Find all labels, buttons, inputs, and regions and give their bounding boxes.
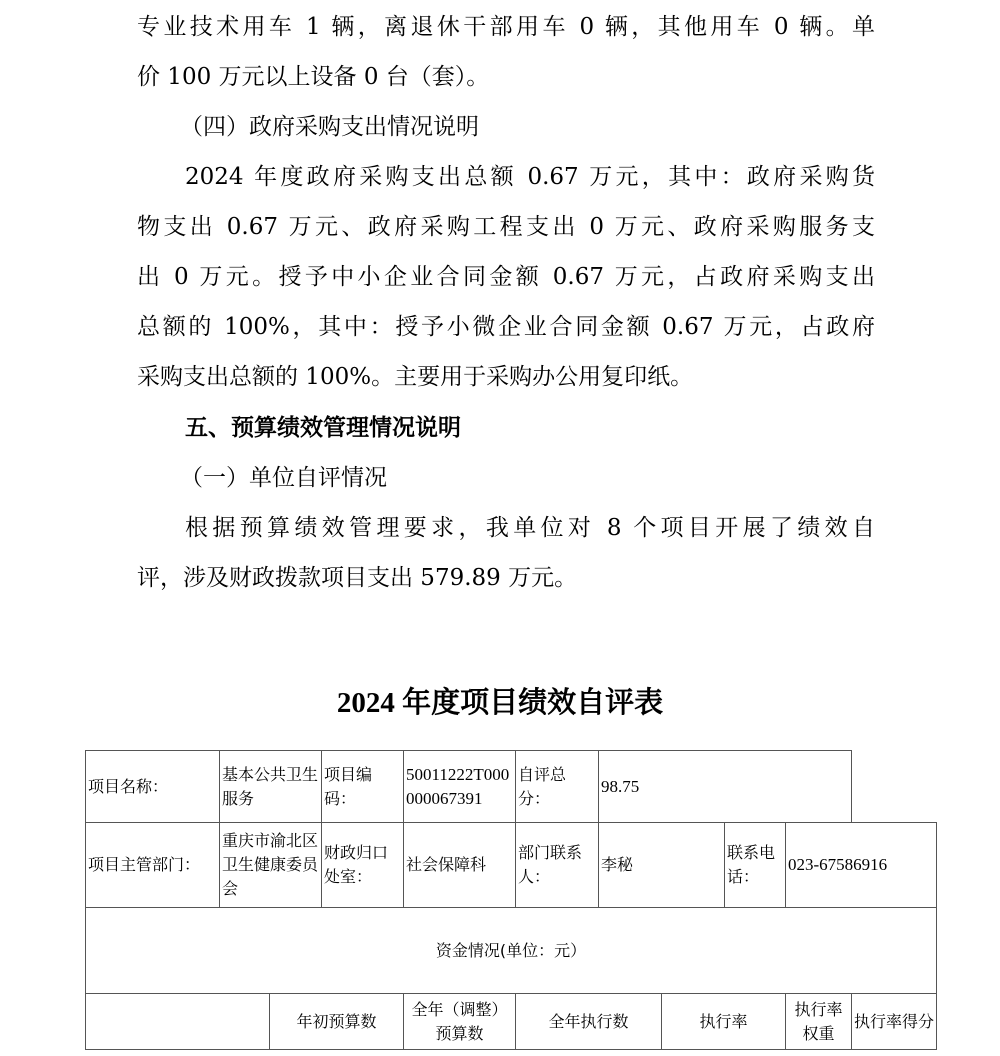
text-line: 根据预算绩效管理要求，我单位对 8 个项目开展了绩效自 [185, 515, 875, 541]
cell-header: 执行率得分 [852, 994, 937, 1050]
text-line: 出 0 万元。授予中小企业合同金额 0.67 万元，占政府采购支出 [137, 264, 875, 290]
table-title: 2024 年度项目绩效自评表 [336, 687, 664, 719]
text-line: 总额的 100%，其中：授予小微企业合同金额 0.67 万元，占政府 [137, 314, 875, 340]
cell-label: 自评总分： [516, 751, 599, 823]
text-line: 2024 年度政府采购支出总额 0.67 万元，其中：政府采购货 [185, 164, 875, 190]
cell-value: 基本公共卫生服务 [220, 751, 322, 823]
text-line: 评，涉及财政拨款项目支出 579.89 万元。 [137, 565, 578, 591]
cell-label: 联系电话： [725, 823, 786, 908]
text-line: 专业技术用车 1 辆，离退休干部用车 0 辆，其他用车 0 辆。单 [137, 14, 875, 40]
cell-value: 李秘 [599, 823, 725, 908]
cell-header: 全年（调整）预算数 [404, 994, 516, 1050]
cell-header: 执行率权重 [786, 994, 852, 1050]
cell-header: 全年执行数 [516, 994, 662, 1050]
cell-label: 财政归口处室： [322, 823, 404, 908]
section-heading: 五、预算绩效管理情况说明 [185, 414, 461, 441]
text-line: 物支出 0.67 万元、政府采购工程支出 0 万元、政府采购服务支 [137, 214, 875, 240]
cell-value: 社会保障科 [404, 823, 516, 908]
cell-section-header: 资金情况(单位：元） [86, 908, 937, 994]
cell-label: 项目名称： [86, 751, 220, 823]
cell-header [86, 994, 270, 1050]
table-row [86, 908, 937, 994]
self-evaluation-table [85, 750, 937, 1050]
cell-header: 年初预算数 [270, 994, 404, 1050]
cell-header: 执行率 [662, 994, 786, 1050]
cell-label: 项目编码： [322, 751, 404, 823]
cell-value: 50011222T000000067391 [404, 751, 516, 823]
cell-value: 重庆市渝北区卫生健康委员会 [220, 823, 322, 908]
cell-label: 项目主管部门： [86, 823, 220, 908]
cell-value: 98.75 [599, 751, 852, 823]
table-row [86, 751, 937, 823]
section-heading: （四）政府采购支出情况说明 [180, 114, 479, 140]
text-line: 价 100 万元以上设备 0 台（套）。 [137, 64, 490, 90]
section-heading: （一）单位自评情况 [180, 465, 387, 491]
table-row [86, 994, 937, 1050]
text-line: 采购支出总额的 100%。主要用于采购办公用复印纸。 [137, 364, 694, 390]
cell-value: 023-67586916 [786, 823, 937, 908]
table-row [86, 823, 937, 908]
cell-label: 部门联系人： [516, 823, 599, 908]
